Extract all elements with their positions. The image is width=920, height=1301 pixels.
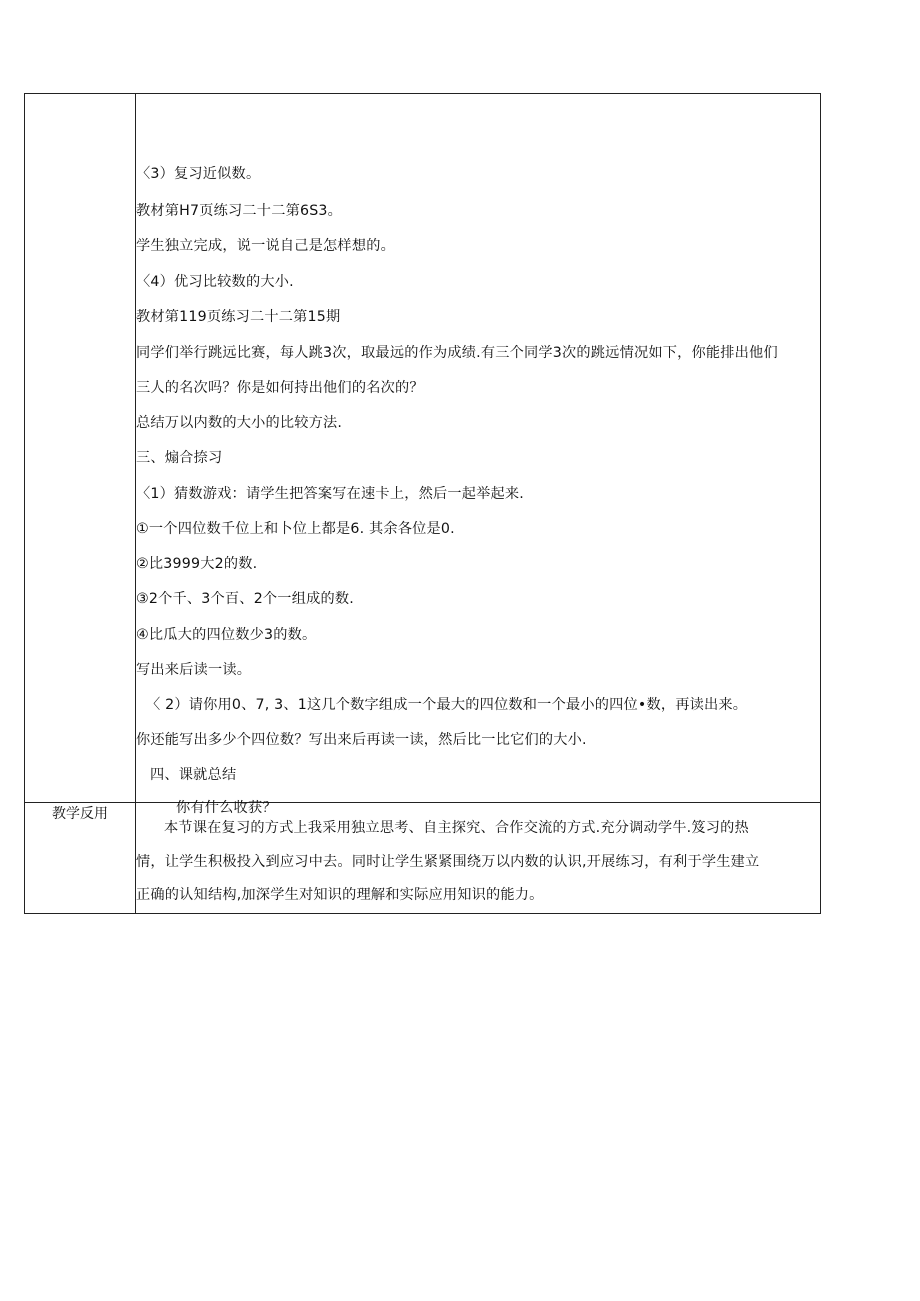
text-line-review-approx: 〈3）复习近似数。	[136, 166, 261, 182]
text-line-independent: 学生独立完成，说一说自己是怎样想的。	[136, 238, 395, 254]
text-line-long-jump-2: 三人的名次吗？你是如何持出他们的名次的？	[136, 380, 424, 396]
text-line-summary-method: 总结万以内数的大小的比较方法.	[136, 415, 343, 431]
feedback-line-1: 本节课在复习的方式上我采用独立思考、自主探究、合作交流的方式.充分调动学牛.笈习的热	[164, 820, 749, 836]
text-line-item-3: ③2个千、3个百、2个一组成的数.	[136, 591, 354, 607]
feedback-content-cell	[136, 803, 821, 914]
text-line-long-jump-1: 同学们举行跳远比赛，每人跳3次，取最远的作为成绩.有三个同学3次的跳远情况如下，你能排出他们	[136, 345, 778, 361]
lesson-row	[25, 94, 821, 803]
feedback-label: 教学反用	[25, 803, 136, 914]
text-line-write-read: 写出来后读一读。	[136, 662, 252, 678]
text-line-item-2: ②比3999大2的数.	[136, 556, 258, 572]
text-line-textbook-ref-1: 教材第H7页练习二十二第6S3。	[136, 203, 343, 219]
text-line-compare-review: 〈4）优习比较数的大小.	[136, 274, 294, 290]
section-heading-practice: 三、煽合捺习	[136, 450, 223, 466]
feedback-row	[25, 803, 821, 914]
text-line-item-4: ④比瓜大的四位数少3的数。	[136, 627, 317, 643]
feedback-line-2: 情，让学生积极投入到应习中去。同时让学生紧紧围绕万以内数的认识,开展练习，有利于学生建立	[136, 854, 760, 870]
left-empty-cell	[25, 94, 136, 803]
feedback-line-3: 正确的认知结构,加深学生对知识的理解和实际应用知识的能力。	[136, 887, 544, 903]
lesson-content-cell	[136, 94, 821, 816]
section-heading-summary: 四、课就总结	[150, 767, 237, 783]
text-line-how-many: 你还能写出多少个四位数？写出来后再读一读，然后比一比它们的大小.	[136, 732, 587, 748]
text-line-guess-game: 〈1）猜数游戏：请学生把答案写在速卡上，然后一起举起来.	[136, 486, 525, 502]
text-line-digits-task: 〈 2）请你用0、7, 3、1这几个数字组成一个最大的四位数和一个最小的四位•数，再读出来。	[146, 697, 748, 713]
lesson-table	[24, 93, 821, 914]
text-line-what-gained: 你有什么收获？	[176, 800, 277, 816]
text-line-textbook-ref-2: 教材第119页练习二十二第15期	[136, 309, 341, 325]
text-line-item-1: ①一个四位数千位上和卜位上都是6. 其余各位是0.	[136, 521, 455, 537]
